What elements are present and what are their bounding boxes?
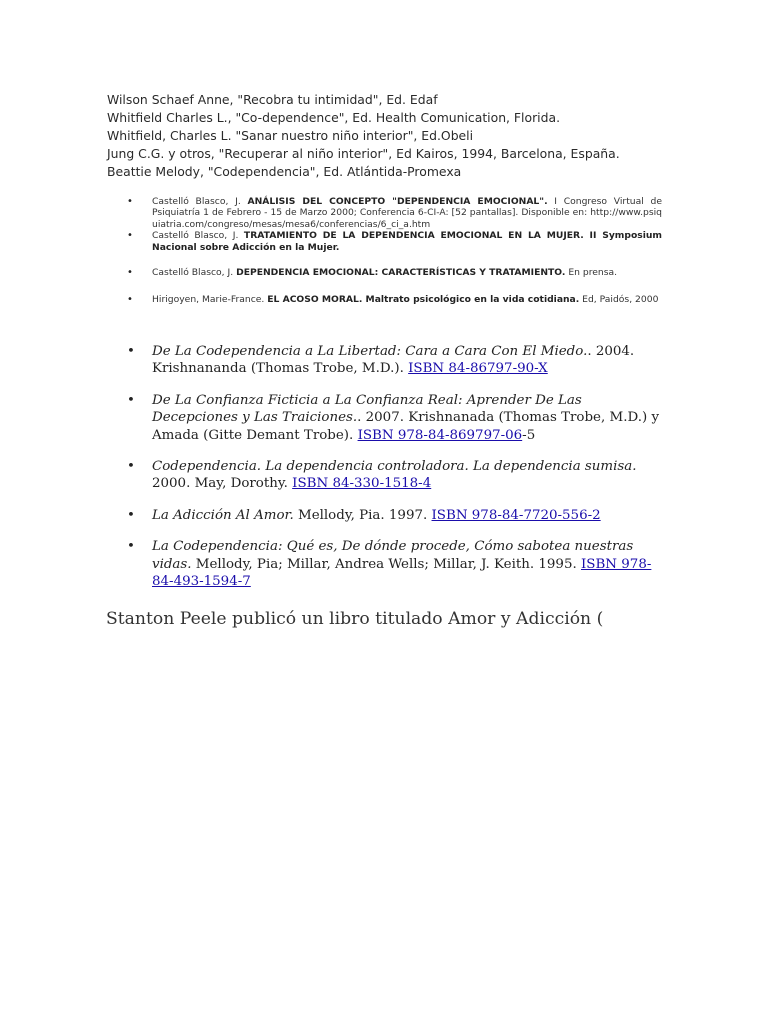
book-title: La Adicción Al Amor. [152, 507, 294, 523]
book-title: Codependencia. La dependencia controladora. La dependencia sumisa. [152, 459, 637, 475]
book-title: La Codependencia: Qué es, De dónde procede, Cómo sabotea nuestras vidas. [152, 539, 634, 572]
bullet-icon: • [127, 344, 135, 359]
ref-details: I Congreso Virtual de Psiquiatría 1 de Febrero - 15 de Marzo 2000; Conferencia 6-CI-A: [52 pantallas]. Disponible en: [152, 196, 663, 219]
isbn-link[interactable]: ISBN 978-84-869797-06 [357, 427, 523, 443]
list-item [127, 538, 667, 590]
ref-title: EL ACOSO MORAL. Maltrato psicológico en la vida cotidiana. [267, 294, 580, 306]
ref-details: Ed, Paidós, 2000 [582, 294, 659, 306]
ref-title: DEPENDENCIA EMOCIONAL: CARACTERÍSTICAS Y TRATAMIENTO. [236, 267, 566, 279]
book-title: De La Codependencia a La Libertad: Cara a Cara Con El Miedo. [152, 344, 588, 359]
book-details: Mellody, Pia; Millar, Andrea Wells; Millar, J. Keith. 1995. [195, 556, 577, 572]
list-item [127, 230, 662, 253]
list-item [127, 458, 667, 493]
list-item [127, 267, 662, 278]
reference-line: Beattie Melody, "Codependencia", Ed. Atlántida-Promexa [107, 164, 462, 179]
book-title: De La Confianza Ficticia a La Confianza Real: Aprender De Las Decepciones y Las Traiciones. [152, 392, 582, 426]
book-details: . 2007. Krishnanada (Thomas Trobe, M.D.) y Amada (Gitte Demant Trobe). [152, 410, 660, 443]
list-item [127, 343, 667, 378]
castello-reference-list [127, 196, 662, 306]
book-details: Mellody, Pia. 1997. [297, 507, 428, 523]
reference-line: Jung C.G. y otros, "Recuperar al niño interior", Ed Kairos, 1994, Barcelona, España. [107, 146, 620, 161]
list-item [127, 507, 667, 524]
isbn-link[interactable]: ISBN 84-330-1518-4 [292, 476, 432, 492]
list-item [127, 392, 667, 444]
bullet-icon: • [127, 230, 133, 242]
list-item [127, 294, 662, 305]
bullet-icon: • [127, 196, 133, 207]
bullet-icon: • [127, 539, 135, 555]
isbn-link[interactable]: ISBN 84-86797-90-X [408, 361, 548, 377]
ref-author: Hirigoyen, Marie-France. [152, 294, 265, 306]
isbn-link[interactable]: ISBN 978-84-7720-556-2 [431, 507, 601, 523]
reference-line: Whitfield, Charles L. "Sanar nuestro niño interior", Ed.Obeli [107, 128, 474, 143]
ref-details: En prensa. [568, 267, 618, 279]
isbn-link[interactable]: ISBN 978-84-493-1594-7 [152, 556, 652, 590]
ref-author: Castelló Blasco, J. [152, 230, 239, 242]
book-details: 2000. May, Dorothy. [152, 476, 288, 492]
book-details: . 2004. Krishnananda (Thomas Trobe, M.D.). [152, 344, 635, 377]
ref-author: Castelló Blasco, J. [152, 196, 241, 207]
book-reference-list [127, 343, 667, 590]
bullet-icon: • [127, 507, 135, 523]
ref-url: http://www.psiquiatria.com/congreso/mesas/mesa6/conferencias/6_ci_a.htm [152, 207, 663, 230]
reference-list-top [107, 91, 707, 181]
isbn-suffix: -5 [522, 427, 536, 443]
bullet-icon: • [127, 294, 133, 306]
reference-line: Whitfield Charles L., "Co-dependence", Ed. Health Comunication, Florida. [107, 110, 561, 125]
list-item [127, 196, 662, 230]
bullet-icon: • [127, 267, 133, 279]
ref-title: ANÁLISIS DEL CONCEPTO "DEPENDENCIA EMOCIONAL". [247, 196, 548, 207]
closing-paragraph: Stanton Peele publicó un libro titulado Amor y Adicción ( [106, 609, 604, 629]
bullet-icon: • [127, 459, 135, 475]
bullet-icon: • [127, 392, 135, 408]
reference-line: Wilson Schaef Anne, "Recobra tu intimidad", Ed. Edaf [107, 92, 438, 107]
ref-author: Castelló Blasco, J. [152, 267, 234, 279]
ref-title: TRATAMIENTO DE LA DEPENDENCIA EMOCIONAL EN LA MUJER. II Symposium Nacional sobre Adicción en la Mujer. [152, 230, 663, 253]
